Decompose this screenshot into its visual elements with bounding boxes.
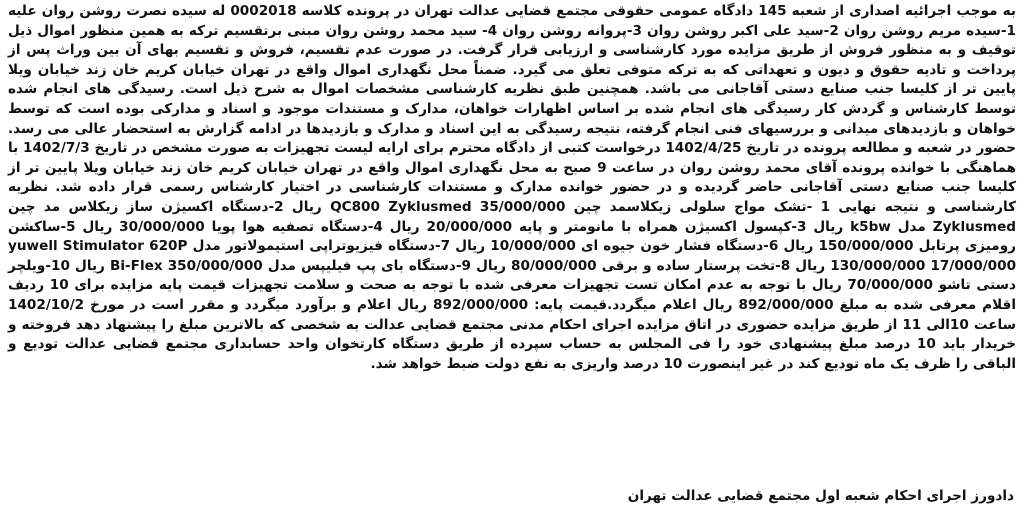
legal-notice [8,2,1016,374]
notice-signature: دادورز اجرای احکام شعبه اول مجتمع قضایی عدالت تهران [627,488,1014,504]
notice-body-text: به موجب اجرائیه اصداری از شعبه 145 دادگاه عمومی حقوقی مجتمع قضایی عدالت تهران در پرونده کلاسه 0002018 له سیده نصرت روشن روان علیه 1-سیده مریم روشن روان 2-سید علی اکبر روشن روان 3-پروانه روشن روان 4- سید محمد روشن روان مبنی برتقسیم ترکه به همین منظور اموال ذیل توقیف و به منظور فروش از طریق مزایده مورد کارشناسی و ارزیابی قرار گرفت. در صورت عدم تقسیم، فروش و تقسیم بهای آن بین وراث پس از پرداخت و تادیه حقوق و دیون و تعهداتی که به ترکه متوفی تعلق می گیرد. ضمناً محل نگهداری اموال واقع در تهران خیابان کریم خان زند خیابان ویلا پایین تر از کلیسا جنب صنایع دستی آقاجانی می باشد. همچنین طبق نظریه کارشناسی مشخصات اموال به شرح ذیل است. رسیدگی های انجام شده توسط کارشناس و گردش کار رسیدگی های انجام شده بر اساس اظهارات خواهان، مدارک و مستندات موجود و اسناد و مدارکی بوده است که توسط خواهان و بازدیدهای میدانی و بررسیهای فنی انجام گرفته، نتیجه رسیدگی به این اسناد و مدارک و بازدیدها در ادامه گزارش به استحضار عالی می رسد. حضور در شعبه و مطالعه پرونده در تاریخ 1402/4/25 درخواست کتبی از دادگاه محترم برای ارایه لیست تجهیزات به صورت مشخص در تاریخ 1402/7/3 با هماهنگی با خوانده پرونده آقای محمد روشن روان در ساعت 9 صبح به محل نگهداری اموال واقع در تهران خیابان کریم خان زند خیابان ویلا پایین تر از کلیسا جنب صنایع دستی آقاجانی حاضر گردیده و در حضور خوانده مدارک و مستندات کارشناسی در اختیار کارشناس رسمی قرار داده شد. نظریه کارشناسی و نتیجه نهایی 1 -تشک مواج سلولی زیکلاسمد چین QC800 Zyklusmed 35/000/000 ریال 2-دستگاه اکسیژن ساز زیکلاس مد چین Zyklusmed مدل k5bw ریال 3-کپسول اکسیژن همراه با مانومتر و پایه 20/000/000 ریال 4-دستگاه تصفیه هوا پویا 30/000/000 ریال 5-ساکشن رومیزی پرتابل 150/000/000 ریال 6-دستگاه فشار خون جیوه ای 10/000/000 ریال 7-دستگاه فیزیوتراپی استیمولاتور مدل yuwell Stimulator 620P 130/000/000 17/000/000 ریال 8-تخت پرستار ساده و برقی 80/000/000 ریال 9-دستگاه بای پپ فیلیپس مدل Bi-Flex 350/000/000 ریال 10-ویلچر دستی تاشو 70/000/000 ریال با توجه به عدم امکان تست تجهیزات معرفی شده با توجه به صحت و سلامت تجهیزات قیمت پایه مزایده برای 10 ردیف اقلام معرفی شده به مبلغ 892/000/000 ریال اعلام میگردد.قیمت پایه: 892/000/000 ریال اعلام و برآورد میگردد و مقرر است در مورخ 1402/10/2 ساعت 10الی 11 از طریق مزایده حضوری در اتاق مزایده اجرای احکام مدنی مجتمع قضایی عدالت به شخصی که بالاترین مبلغ را پیشنهاد دهد فروخته و خریدار باید 10 درصد مبلغ پیشنهادی خود را فی المجلس به حساب سپرده از طریق دستگاه کارتخوان واحد حسابداری مجتمع قضایی عدالت تودیع و الباقی را ظرف یک ماه تودیع کند در غیر اینصورت 10 درصد واریزی به نفع دولت ضبط خواهد شد. [8,3,1017,372]
